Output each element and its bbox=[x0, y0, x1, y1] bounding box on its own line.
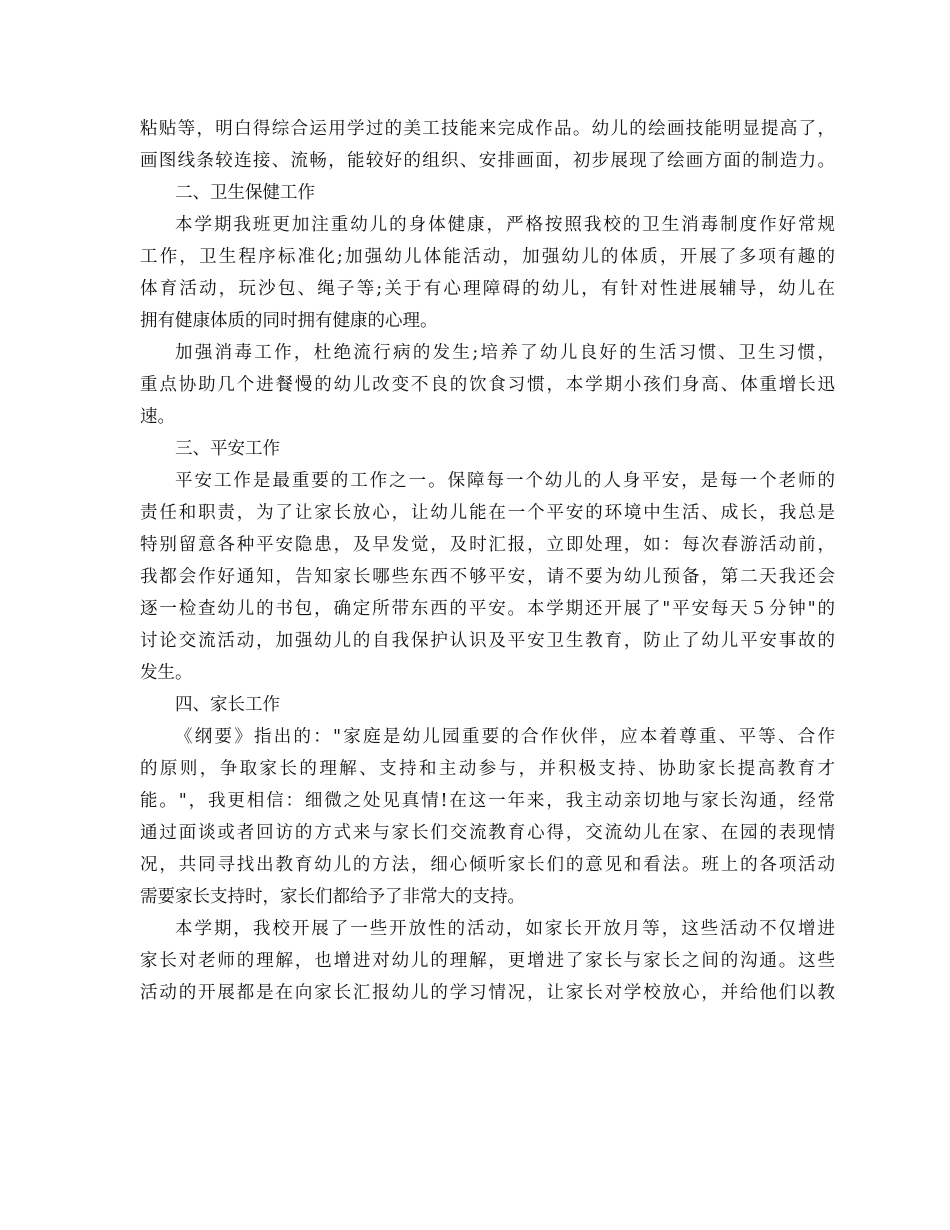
text-line: 本学期我班更加注重幼儿的身体健康，严格按照我校的卫生消毒制度作好常规 bbox=[175, 215, 835, 235]
text-line: 发生。 bbox=[140, 663, 193, 683]
text-line: 通过面谈或者回访的方式来与家长们交流教育心得，交流幼儿在家、在园的表现情 bbox=[140, 823, 835, 843]
text-line: 责任和职责，为了让家长放心，让幼儿能在一个平安的环境中生活、成长，我总是 bbox=[140, 503, 835, 523]
text-line: 本学期，我校开展了一些开放性的活动，如家长开放月等，这些活动不仅增进 bbox=[175, 919, 835, 939]
text-line: 能。"，我更相信：细微之处见真情!在这一年来，我主动亲切地与家长沟通，经常 bbox=[140, 791, 835, 811]
text-line: 体育活动，玩沙包、绳子等;关于有心理障碍的幼儿，有针对性进展辅导，幼儿在 bbox=[140, 279, 835, 299]
section-heading-hygiene: 二、卫生保健工作 bbox=[175, 183, 315, 203]
text-line: 粘贴等，明白得综合运用学过的美工技能来完成作品。幼儿的绘画技能明显提高了， bbox=[140, 119, 835, 139]
text-line: 加强消毒工作，杜绝流行病的发生;培养了幼儿良好的生活习惯、卫生习惯， bbox=[175, 343, 835, 363]
text-line: 我都会作好通知，告知家长哪些东西不够平安，请不要为幼儿预备，第二天我还会 bbox=[140, 567, 835, 587]
text-line: 工作，卫生程序标准化;加强幼儿体能活动，加强幼儿的体质，开展了多项有趣的 bbox=[140, 247, 835, 267]
text-line: 需要家长支持时，家长们都给予了非常大的支持。 bbox=[140, 887, 525, 907]
text-line: 画图线条较连接、流畅，能较好的组织、安排画面，初步展现了绘画方面的制造力。 bbox=[140, 151, 835, 171]
text-line: 活动的开展都是在向家长汇报幼儿的学习情况，让家长对学校放心，并给他们以教 bbox=[140, 983, 835, 1003]
text-line: 的原则，争取家长的理解、支持和主动参与，并积极支持、协助家长提高教育才 bbox=[140, 759, 835, 779]
text-line: 况，共同寻找出教育幼儿的方法，细心倾听家长们的意见和看法。班上的各项活动 bbox=[140, 855, 835, 875]
text-line: 讨论交流活动，加强幼儿的自我保护认识及平安卫生教育，防止了幼儿平安事故的 bbox=[140, 631, 835, 651]
section-heading-parents: 四、家长工作 bbox=[175, 695, 280, 715]
text-line: 平安工作是最重要的工作之一。保障每一个幼儿的人身平安，是每一个老师的 bbox=[175, 471, 835, 491]
section-heading-safety: 三、平安工作 bbox=[175, 439, 280, 459]
text-line: 逐一检查幼儿的书包，确定所带东西的平安。本学期还开展了"平安每天５分钟"的 bbox=[140, 599, 835, 619]
text-line: 速。 bbox=[140, 407, 175, 427]
text-line: 拥有健康体质的同时拥有健康的心理。 bbox=[140, 311, 438, 331]
text-line: 特别留意各种平安隐患，及早发觉，及时汇报，立即处理，如：每次春游活动前， bbox=[140, 535, 835, 555]
text-line: 《纲要》指出的："家庭是幼儿园重要的合作伙伴，应本着尊重、平等、合作 bbox=[175, 727, 835, 747]
text-line: 家长对老师的理解，也增进对幼儿的理解，更增进了家长与家长之间的沟通。这些 bbox=[140, 951, 835, 971]
document-body bbox=[140, 113, 835, 1009]
text-line: 重点协助几个进餐慢的幼儿改变不良的饮食习惯，本学期小孩们身高、体重增长迅 bbox=[140, 375, 835, 395]
